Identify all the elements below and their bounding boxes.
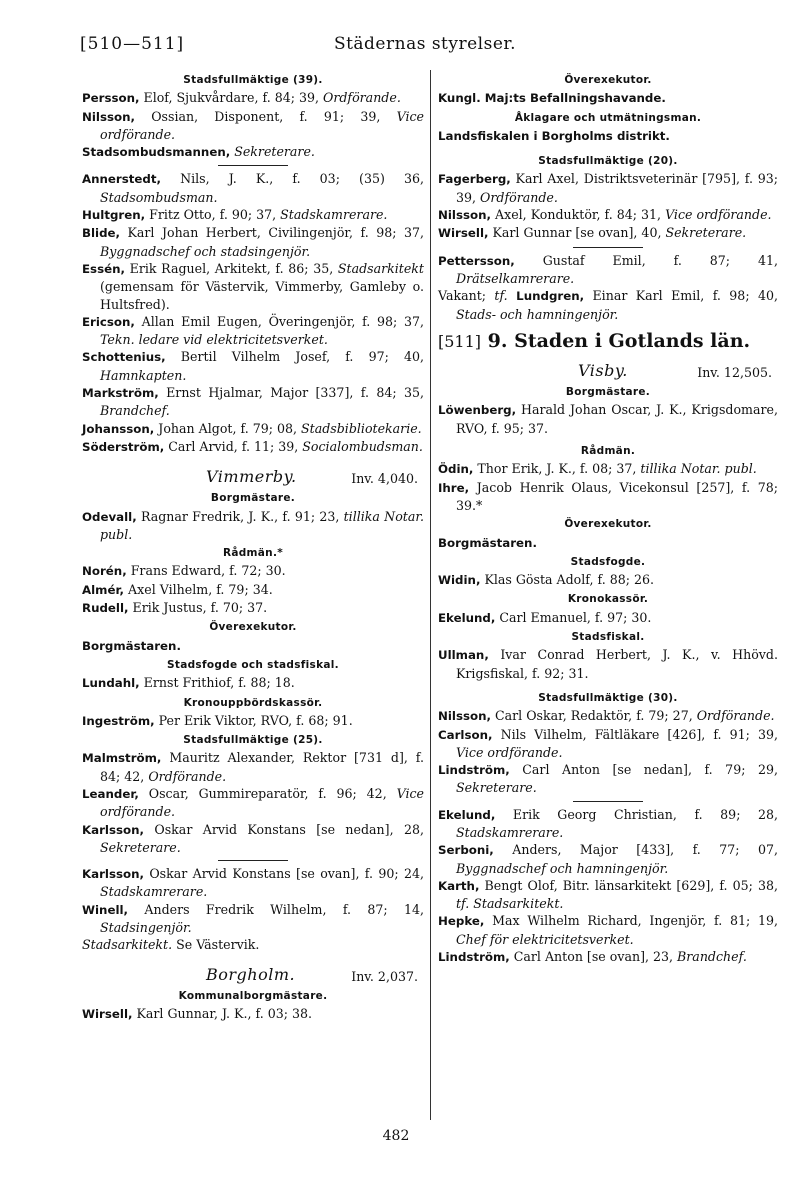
county-heading (438, 329, 778, 352)
section-heading: Åklagare och utmätningsman. (514, 111, 702, 124)
separator-rule (573, 247, 643, 248)
entry: Schottenius, Bertil Vilhelm Josef, f. 97; 40, Hamnkapten. (82, 349, 424, 383)
separator-rule (218, 165, 288, 166)
entry: Rudell, Erik Justus, f. 70; 37. (82, 600, 268, 616)
entry: Carlson, Nils Vilhelm, Fältläkare [426], f. 91; 39, Vice ordförande. (438, 726, 778, 760)
entry: Karth, Bengt Olof, Bitr. länsarkitekt [629], f. 05; 38, tf. Stadsarkitekt. (438, 877, 778, 912)
entry: Borgmästaren. (82, 638, 181, 653)
entry: Persson, Elof, Sjukvårdare, f. 84; 39, Ordförande. (82, 90, 401, 106)
right-column (438, 70, 778, 966)
page-range: [510—511] (80, 34, 185, 54)
town-name: Vimmerby. (206, 467, 297, 487)
column-divider (430, 70, 431, 1120)
entry: Landsfiskalen i Borgholms distrikt. (438, 128, 670, 143)
entry: Wirsell, Karl Gunnar [se ovan], 40, Sekreterare. (438, 225, 747, 241)
entry: Leander, Oscar, Gummireparatör, f. 96; 42, Vice ordförande. (82, 785, 424, 820)
entry: Widin, Klas Gösta Adolf, f. 88; 26. (438, 572, 655, 588)
town-population: Inv. 12,505. (697, 365, 772, 381)
entry: Odevall, Ragnar Fredrik, J. K., f. 91; 23, tillika Notar. publ. (82, 508, 424, 542)
section-heading: Kommunalborgmästare. (178, 989, 328, 1002)
entry: Ekelund, Erik Georg Christian, f. 89; 28, Stadskamrerare. (438, 806, 778, 840)
entry: Lundahl, Ernst Frithiof, f. 88; 18. (82, 675, 295, 691)
entry: Löwenberg, Harald Johan Oscar, J. K., Krigsdomare, RVO, f. 95; 37. (438, 402, 778, 436)
entry: Söderström, Carl Arvid, f. 11; 39, Socialombudsman. (82, 438, 423, 454)
entry: Ödin, Thor Erik, J. K., f. 08; 37, tillika Notar. publ. (438, 461, 757, 477)
entry: Johansson, Johan Algot, f. 79; 08, Stadsbibliotekarie. (82, 420, 422, 436)
page-number: 482 (382, 1128, 410, 1144)
town-population: Inv. 4,040. (351, 471, 418, 487)
section-heading: Kronouppbördskassör. (183, 696, 323, 709)
entry: Stadsombudsmannen, Sekreterare. (82, 144, 315, 160)
page-header (80, 34, 770, 62)
town-heading (82, 468, 424, 488)
entry: Winell, Anders Fredrik Wilhelm, f. 87; 14, Stadsingenjör. (82, 901, 424, 936)
entry: Lindström, Carl Anton [se ovan], 23, Brandchef. (438, 949, 747, 965)
section-heading: Borgmästare. (565, 386, 651, 399)
entry: Ingeström, Per Erik Viktor, RVO, f. 68; 91. (82, 712, 353, 728)
section-heading: Stadsfullmäktige (20). (538, 155, 678, 168)
separator-rule (573, 801, 643, 802)
entry: Norén, Frans Edward, f. 72; 30. (82, 563, 286, 579)
left-column (82, 70, 424, 1023)
section-heading: Stadsfullmäktige (25). (183, 734, 323, 747)
section-heading: Överexekutor. (209, 621, 297, 634)
entry: Kungl. Maj:ts Befallningshavande. (438, 91, 666, 106)
entry: Ekelund, Carl Emanuel, f. 97; 30. (438, 609, 652, 625)
entry: Borgmästaren. (438, 535, 537, 550)
section-heading: Överexekutor. (564, 518, 652, 531)
section-heading: Kronokassör. (567, 593, 649, 606)
entry: Blide, Karl Johan Herbert, Civilingenjör, f. 98; 37, Byggnadschef och stadsingenjör. (82, 225, 424, 259)
entry: Karlsson, Oskar Arvid Konstans [se nedan], 28, Sekreterare. (82, 821, 424, 855)
entry: Ullman, Ivar Conrad Herbert, J. K., v. Hhövd. Krigsfiskal, f. 92; 31. (438, 647, 778, 681)
entry: Nilsson, Ossian, Disponent, f. 91; 39, Vice ordförande. (82, 108, 424, 142)
entry: Pettersson, Gustaf Emil, f. 87; 41, Drätselkamrerare. (438, 252, 778, 286)
entry: Hultgren, Fritz Otto, f. 90; 37, Stadskamrerare. (82, 207, 388, 223)
section-heading: Stadsfiskal. (571, 631, 645, 644)
entry: Ericson, Allan Emil Eugen, Överingenjör, f. 98; 37, Tekn. ledare vid elektricitetsverket. (82, 313, 424, 348)
entry: Markström, Ernst Hjalmar, Major [337], f. 84; 35, Brandchef. (82, 385, 424, 419)
entry: Stadsarkitekt. Se Västervik. (82, 937, 260, 953)
section-heading: Stadsfogde och stadsfiskal. (167, 658, 339, 671)
entry: Lindström, Carl Anton [se nedan], f. 79; 29, Sekreterare. (438, 762, 778, 796)
entry: Almér, Axel Vilhelm, f. 79; 34. (82, 581, 273, 597)
section-heading: Rådmän. (580, 445, 636, 458)
entry: Hepke, Max Wilhelm Richard, Ingenjör, f. 81; 19, Chef för elektricitetsverket. (438, 913, 778, 947)
entry: Ihre, Jacob Henrik Olaus, Vicekonsul [257], f. 78; 39.* (438, 479, 778, 513)
entry: Malmström, Mauritz Alexander, Rektor [731 d], f. 84; 42, Ordförande. (82, 750, 424, 784)
separator-rule (218, 860, 288, 861)
section-heading: Borgmästare. (210, 492, 296, 505)
entry: Nilsson, Axel, Konduktör, f. 84; 31, Vice ordförande. (438, 207, 772, 223)
running-title: Städernas styrelser. (333, 34, 517, 54)
town-name: Borgholm. (206, 964, 296, 984)
section-heading: Stadsfullmäktige (39). (183, 74, 323, 86)
section-heading: Rådmän.* (222, 547, 284, 560)
town-name: Visby. (578, 361, 628, 381)
town-heading (438, 362, 778, 382)
entry: Wirsell, Karl Gunnar, J. K., f. 03; 38. (82, 1005, 312, 1021)
entry: Essén, Erik Raguel, Arkitekt, f. 86; 35, Stadsarkitekt (gemensam för Västervik, Vimmerby, Gamleby o. Hultsfred). (82, 260, 424, 312)
town-heading (82, 966, 424, 986)
entry: Nilsson, Carl Oskar, Redaktör, f. 79; 27, Ordförande. (438, 708, 775, 724)
section-heading: Stadsfullmäktige (30). (538, 691, 678, 704)
county-page-ref: [511] (438, 331, 482, 351)
entry: Vakant; tf. Lundgren, Einar Karl Emil, f. 98; 40, Stads- och hamningenjör. (438, 288, 778, 322)
section-heading: Stadsfogde. (570, 555, 646, 568)
entry: Fagerberg, Karl Axel, Distriktsveterinär [795], f. 93; 39, Ordförande. (438, 171, 778, 205)
county-title: 9. Staden i Gotlands län. (487, 329, 751, 352)
town-population: Inv. 2,037. (351, 968, 418, 984)
entry: Karlsson, Oskar Arvid Konstans [se ovan], f. 90; 24, Stadskamrerare. (82, 866, 424, 900)
entry: Serboni, Anders, Major [433], f. 77; 07, Byggnadschef och hamningenjör. (438, 842, 778, 876)
section-heading: Överexekutor. (564, 74, 652, 86)
entry: Annerstedt, Nils, J. K., f. 03; (35) 36, Stadsombudsman. (82, 171, 424, 205)
